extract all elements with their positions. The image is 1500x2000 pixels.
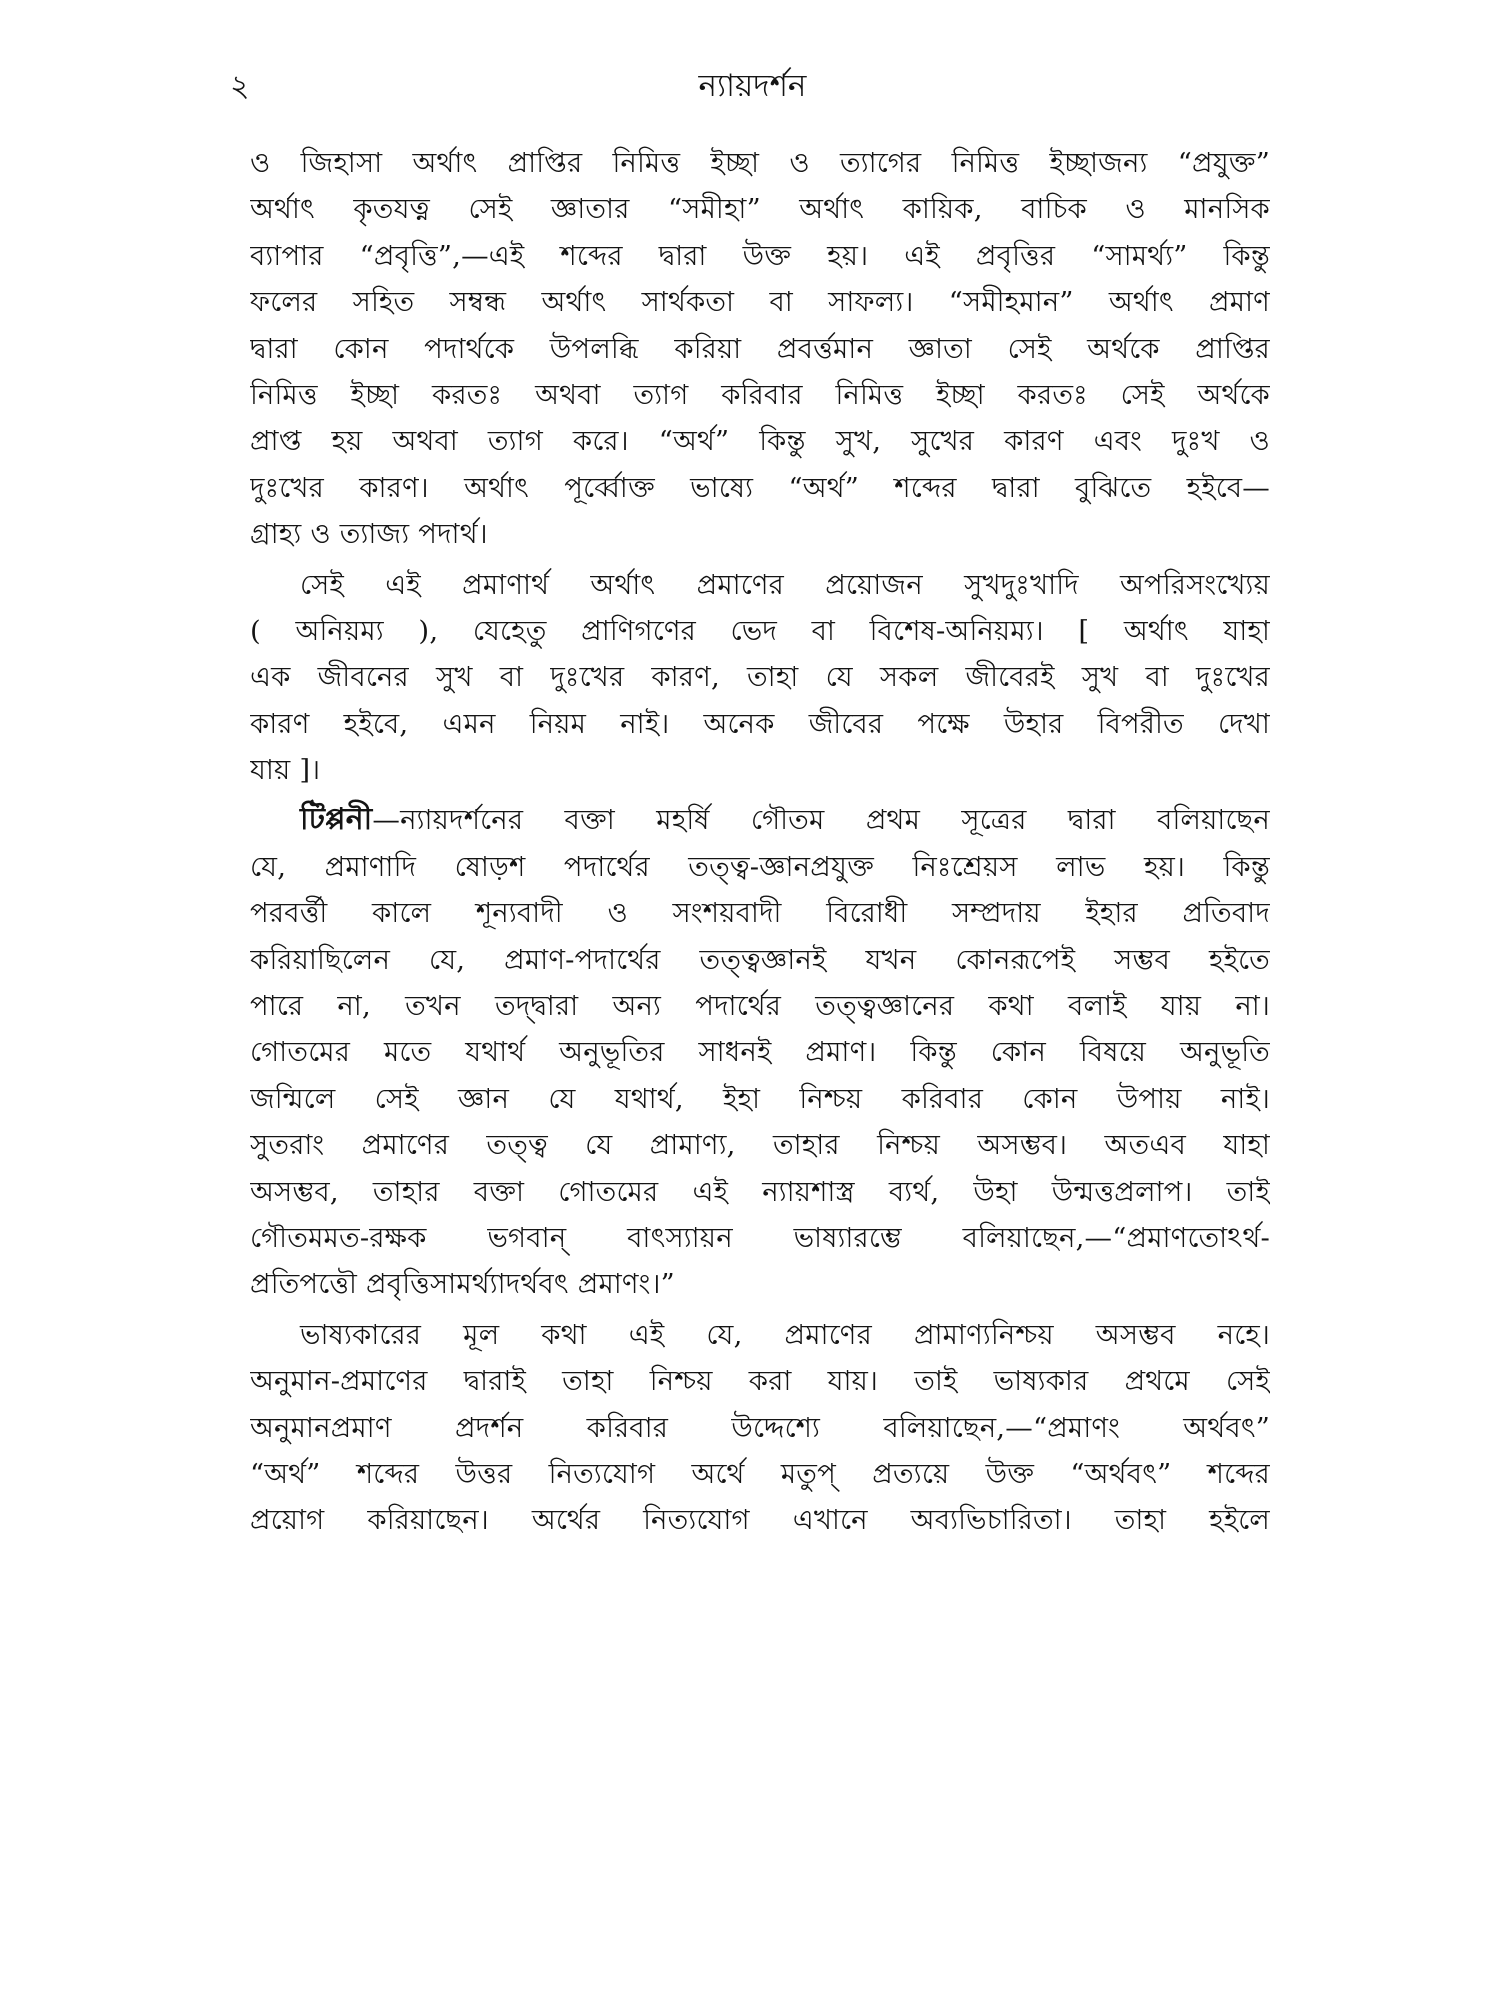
text-line: অনুমানপ্রমাণ প্রদর্শন করিবার উদ্দেশ্যে বলিয়াছেন,—“প্রমাণং অর্থবৎ” (250, 1411, 1270, 1444)
text-line: গ্রাহ্য ও ত্যাজ্য পদার্থ। (250, 518, 488, 551)
tippani-first-line (250, 797, 1270, 843)
text-line: ( অনিয়ম্য ), যেহেতু প্রাণিগণের ভেদ বা বিশেষ-অনিয়ম্য। [ অর্থাৎ যাহা (250, 614, 1270, 647)
text-line: জন্মিলে সেই জ্ঞান যে যথার্থ, ইহা নিশ্চয় করিবার কোন উপায় নাই। (250, 1082, 1270, 1115)
text-line: করিয়াছিলেন যে, প্রমাণ-পদার্থের তত্ত্বজ্ঞানই যখন কোনরূপেই সম্ভব হইতে (250, 943, 1270, 976)
text-line: পরবর্ত্তী কালে শূন্যবাদী ও সংশয়বাদী বিরোধী সম্প্রদায় ইহার প্রতিবাদ (250, 897, 1270, 930)
text-line: সেই এই প্রমাণার্থ অর্থাৎ প্রমাণের প্রয়োজন সুখদুঃখাদি অপরিসংখ্যেয় (300, 568, 1270, 601)
text-line: গৌতমমত-রক্ষক ভগবান্ বাৎস্যায়ন ভাষ্যারম্ভে বলিয়াছেন,—“প্রমাণতোঽর্থ- (250, 1221, 1270, 1254)
text-line: “অর্থ” শব্দের উত্তর নিত্যযোগ অর্থে মতুপ্ প্রত্যয়ে উক্ত “অর্থবৎ” শব্দের (250, 1457, 1270, 1490)
text-line: যায় ]। (250, 754, 321, 787)
text-line: অসম্ভব, তাহার বক্তা গোতমের এই ন্যায়শাস্ত্র ব্যর্থ, উহা উন্মত্তপ্রলাপ। তাই (250, 1175, 1270, 1208)
text-line: প্রাপ্ত হয় অথবা ত্যাগ করে। “অর্থ” কিন্তু সুখ, সুখের কারণ এবং দুঃখ ও (250, 425, 1270, 458)
body-text (250, 140, 1270, 1544)
text-line: ভাষ্যকারের মূল কথা এই যে, প্রমাণের প্রামাণ্যনিশ্চয় অসম্ভব নহে। (300, 1318, 1270, 1351)
text-line: ব্যাপার “প্রবৃত্তি”,—এই শব্দের দ্বারা উক্ত হয়। এই প্রবৃত্তির “সামর্থ্য” কিন্তু (250, 239, 1270, 272)
text-line: ও জিহাসা অর্থাৎ প্রাপ্তির নিমিত্ত ইচ্ছা ও ত্যাগের নিমিত্ত ইচ্ছাজন্য “প্রযুক্ত” (250, 147, 1270, 179)
text-line: অর্থাৎ কৃতযত্ন সেই জ্ঞাতার “সমীহা” অর্থাৎ কায়িক, বাচিক ও মানসিক (250, 193, 1270, 226)
text-line: গোতমের মতে যথার্থ অনুভূতির সাধনই প্রমাণ। কিন্তু কোন বিষয়ে অনুভূতি (250, 1036, 1270, 1069)
running-title: ন্যায়দর্শন (698, 68, 807, 104)
text-line: দুঃখের কারণ। অর্থাৎ পূর্ব্বোক্ত ভাষ্যে “অর্থ” শব্দের দ্বারা বুঝিতে হইবে— (250, 471, 1270, 504)
text-line: দ্বারা কোন পদার্থকে উপলব্ধি করিয়া প্রবর্ত্তমান জ্ঞাতা সেই অর্থকে প্রাপ্তির (250, 332, 1270, 365)
text-line: অনুমান-প্রমাণের দ্বারাই তাহা নিশ্চয় করা যায়। তাই ভাষ্যকার প্রথমে সেই (250, 1365, 1270, 1398)
page-number: ২ (230, 69, 250, 104)
tippani-label: টিপ্পনী (300, 802, 373, 838)
text-line: এক জীবনের সুখ বা দুঃখের কারণ, তাহা যে সকল জীবেরই সুখ বা দুঃখের (250, 661, 1270, 694)
text-line: পারে না, তখন তদ্দ্বারা অন্য পদার্থের তত্ত্বজ্ঞানের কথা বলাই যায় না। (250, 990, 1270, 1023)
text-line: নিমিত্ত ইচ্ছা করতঃ অথবা ত্যাগ করিবার নিমিত্ত ইচ্ছা করতঃ সেই অর্থকে (250, 378, 1270, 411)
text-line: ফলের সহিত সম্বন্ধ অর্থাৎ সার্থকতা বা সাফল্য। “সমীহমান” অর্থাৎ প্রমাণ (250, 286, 1270, 319)
text-line: প্রতিপত্তৌ প্রবৃত্তিসামর্থ্যাদর্থবৎ প্রমাণং।” (250, 1268, 675, 1301)
text-line: কারণ হইবে, এমন নিয়ম নাই। অনেক জীবের পক্ষে উহার বিপরীত দেখা (250, 707, 1270, 740)
text-span: —ন্যায়দর্শনের বক্তা মহর্ষি গৌতম প্রথম সূত্রের দ্বারা বলিয়াছেন (372, 804, 1270, 837)
page-header (230, 62, 1275, 112)
text-line: যে, প্রমাণাদি ষোড়শ পদার্থের তত্ত্ব-জ্ঞানপ্রযুক্ত নিঃশ্রেয়স লাভ হয়। কিন্তু (250, 850, 1270, 883)
text-line: সুতরাং প্রমাণের তত্ত্ব যে প্রামাণ্য, তাহার নিশ্চয় অসম্ভব। অতএব যাহা (250, 1129, 1270, 1162)
text-line: প্রয়োগ করিয়াছেন। অর্থের নিত্যযোগ এখানে অব্যভিচারিতা। তাহা হইলে (250, 1504, 1270, 1537)
